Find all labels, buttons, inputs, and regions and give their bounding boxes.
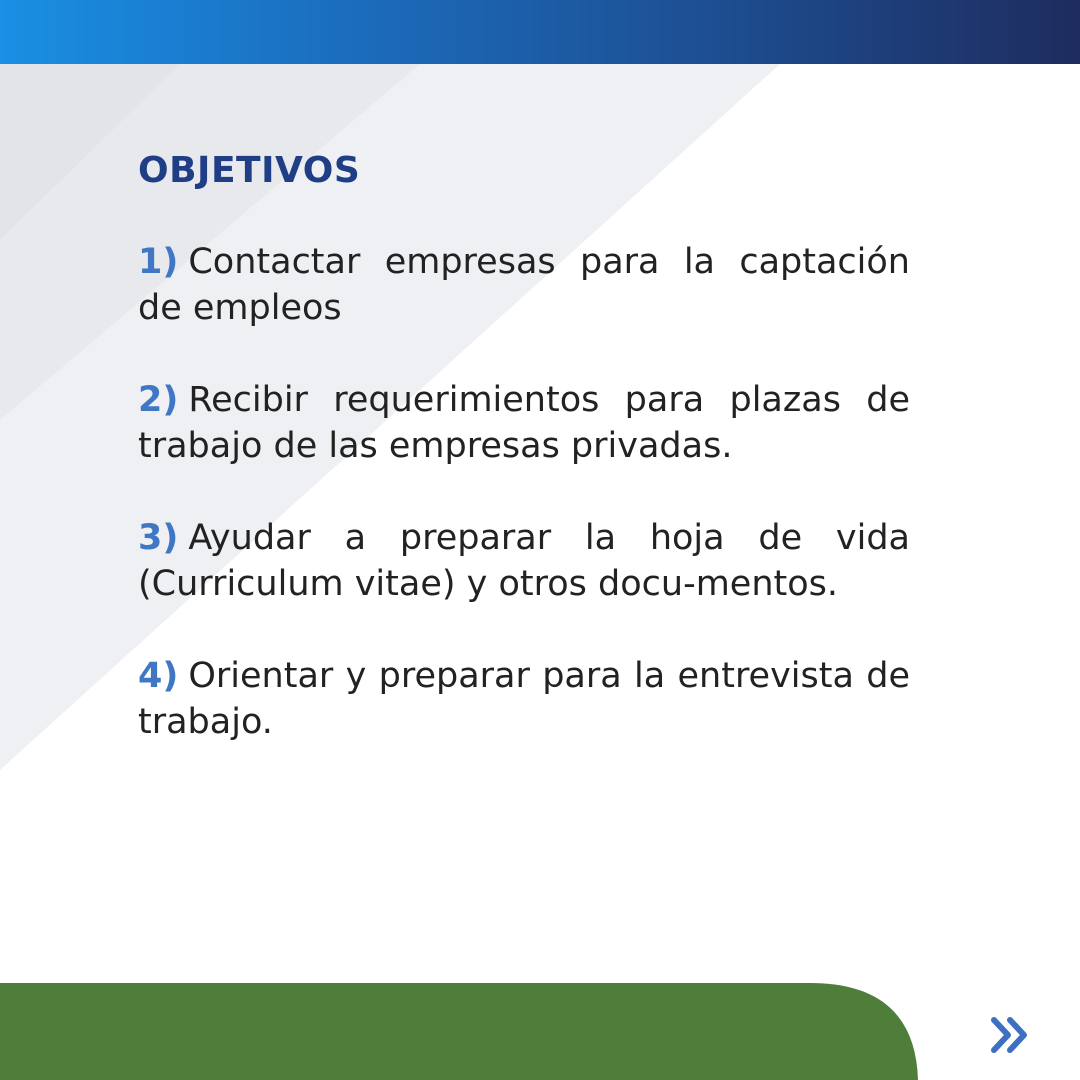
objective-item-1: [138, 239, 910, 331]
objective-text: Ayudar a preparar la hoja de vida (Curriculum vitae) y otros docu-mentos.: [138, 518, 910, 604]
double-chevron-right-icon[interactable]: [988, 1012, 1034, 1058]
objective-item-3: [138, 515, 910, 607]
objectives-section: [138, 150, 910, 791]
objective-number: 1): [138, 242, 179, 282]
objective-number: 4): [138, 656, 179, 696]
objective-number: 2): [138, 380, 179, 420]
objective-item-2: [138, 377, 910, 469]
objective-number: 3): [138, 518, 179, 558]
objective-text: Recibir requerimientos para plazas de trabajo de las empresas privadas.: [138, 380, 910, 466]
bottom-green-band: [0, 983, 920, 1080]
objective-text: Contactar empresas para la captación de empleos: [138, 242, 910, 328]
objective-item-4: [138, 653, 910, 745]
objective-text: Orientar y preparar para la entrevista de trabajo.: [138, 656, 910, 742]
section-title: OBJETIVOS: [138, 150, 361, 191]
